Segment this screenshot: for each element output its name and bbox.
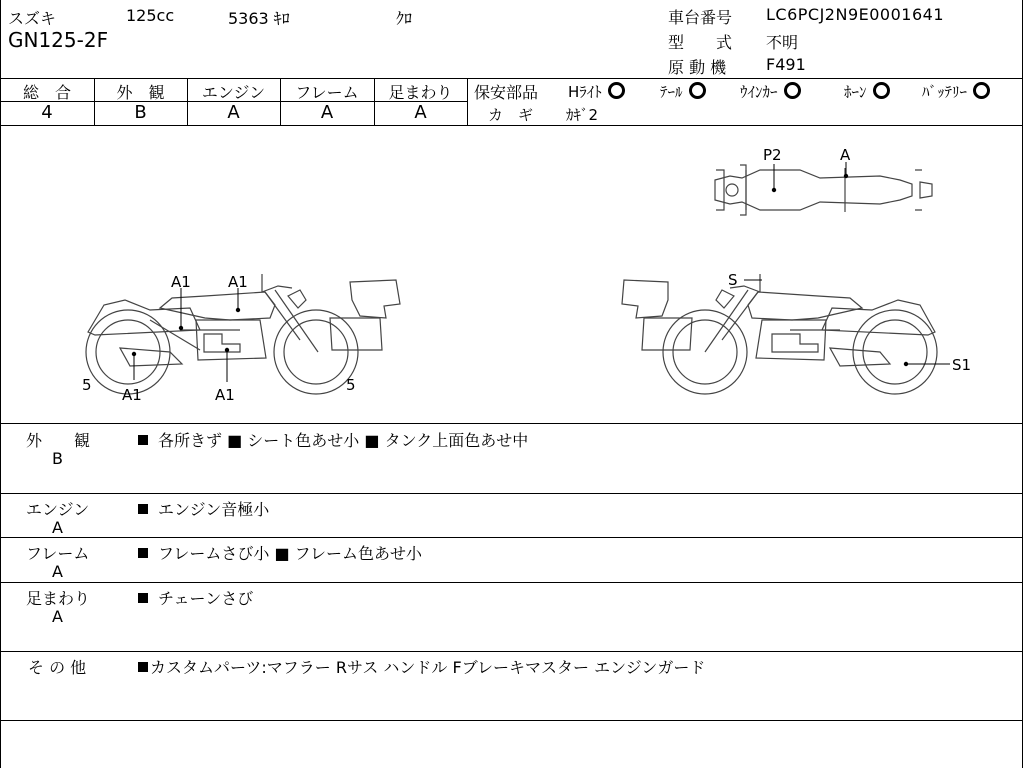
rating-label-frame: フレーム	[295, 83, 359, 102]
remark-grade-frame: A	[52, 562, 63, 581]
ok-circle-icon	[873, 82, 890, 99]
frame-no: LC6PCJ2N9E0001641	[766, 5, 944, 24]
rule-remark-1	[0, 493, 1023, 494]
remark-text-other: カスタムパーツ:マフラー Rサス ハンドル Fブレーキマスター エンジンガード	[138, 655, 705, 678]
bullet-square-icon	[138, 435, 148, 445]
safety-item-battery: ﾊﾞｯﾃﾘｰ	[922, 81, 990, 102]
safety-title: 保安部品	[474, 83, 539, 102]
bullet-square-icon	[138, 548, 148, 558]
rating-label-engine: エンジン	[201, 83, 266, 102]
ok-circle-icon	[784, 82, 801, 99]
remark-label-other: そ の 他	[28, 658, 87, 677]
rule-remark-5	[0, 720, 1023, 721]
rule-remark-4	[0, 651, 1023, 652]
remark-grade-suspension: A	[52, 607, 63, 626]
bullet-square-icon	[138, 662, 148, 672]
remark-text-suspension: チェーンさび	[138, 586, 253, 609]
ok-circle-icon	[608, 82, 625, 99]
diagram-label-a-top: A	[840, 146, 851, 164]
bullet-square-icon	[138, 593, 148, 603]
rule-remark-3	[0, 582, 1023, 583]
rule-diagram-bottom	[0, 423, 1023, 424]
diagram-label-s: S	[728, 271, 738, 289]
rating-value-frame: A	[320, 102, 334, 123]
engine-label: 原 動 機	[668, 58, 727, 77]
type-value: 不明	[766, 33, 799, 52]
diagram-label-a1-muffler: A1	[122, 386, 142, 404]
safety-item-headlight: Hﾗｲﾄ	[568, 81, 625, 102]
damage-dots	[132, 174, 908, 366]
ok-circle-icon	[973, 82, 990, 99]
remark-label-suspension: 足まわり	[26, 589, 91, 608]
rule-ratings-top	[0, 78, 1023, 79]
safety-item-tail: ﾃｰﾙ	[660, 81, 706, 102]
diagram-label-5-rear: 5	[346, 376, 356, 394]
maker: スズキ	[8, 9, 57, 28]
rating-value-engine: A	[227, 102, 240, 123]
key-label: カ ギ	[488, 106, 534, 124]
remark-text-exterior: 各所きず ■ シート色あせ小 ■ タンク上面色あせ中	[138, 428, 528, 451]
remark-text-frame: フレームさび小 ■ フレーム色あせ小	[138, 541, 422, 564]
remark-text-engine: エンジン音極小	[138, 497, 269, 520]
key-value: ｶｷﾞ2	[566, 106, 599, 124]
remark-grade-engine: A	[52, 518, 63, 537]
rating-label-overall: 総 合	[22, 83, 71, 102]
right-side-view	[622, 274, 937, 394]
diagram-label-p2: P2	[763, 146, 782, 164]
diagram-label-a1-seat: A1	[171, 273, 191, 291]
diagram-label-5-front: 5	[82, 376, 92, 394]
right-border	[1022, 0, 1023, 768]
motorcycle-diagram	[0, 126, 1022, 422]
remark-grade-exterior: B	[52, 449, 63, 468]
diagram-label-s1: S1	[952, 356, 972, 374]
rating-value-exterior: B	[134, 102, 147, 123]
rating-label-suspension: 足まわり	[388, 83, 453, 102]
top-view	[715, 165, 932, 215]
ok-circle-icon	[689, 82, 706, 99]
engine-value: F491	[766, 55, 806, 74]
bullet-square-icon	[138, 504, 148, 514]
safety-item-winker: ｳｲﾝｶｰ	[740, 81, 801, 102]
rule-v5	[467, 78, 468, 125]
safety-item-horn: ﾎｰﾝ	[844, 81, 890, 102]
diagram-label-a1-tank: A1	[228, 273, 248, 291]
remark-label-engine: エンジン	[26, 500, 90, 519]
rule-remark-2	[0, 537, 1023, 538]
rating-value-overall: 4	[41, 102, 53, 123]
displacement: 125cc	[126, 6, 175, 25]
diagram-label-a1-engine: A1	[215, 386, 235, 404]
color: ｸﾛ	[396, 9, 413, 28]
model-name: GN125-2F	[8, 28, 109, 52]
mileage: 5363 ｷﾛ	[228, 9, 290, 28]
rating-value-suspension: A	[414, 102, 427, 123]
rating-label-exterior: 外 観	[116, 83, 165, 102]
frame-no-label: 車台番号	[668, 8, 733, 27]
remark-label-frame: フレーム	[26, 544, 90, 563]
damage-markers	[134, 162, 950, 382]
type-label: 型 式	[668, 33, 733, 52]
remark-label-exterior: 外 観	[26, 431, 91, 450]
